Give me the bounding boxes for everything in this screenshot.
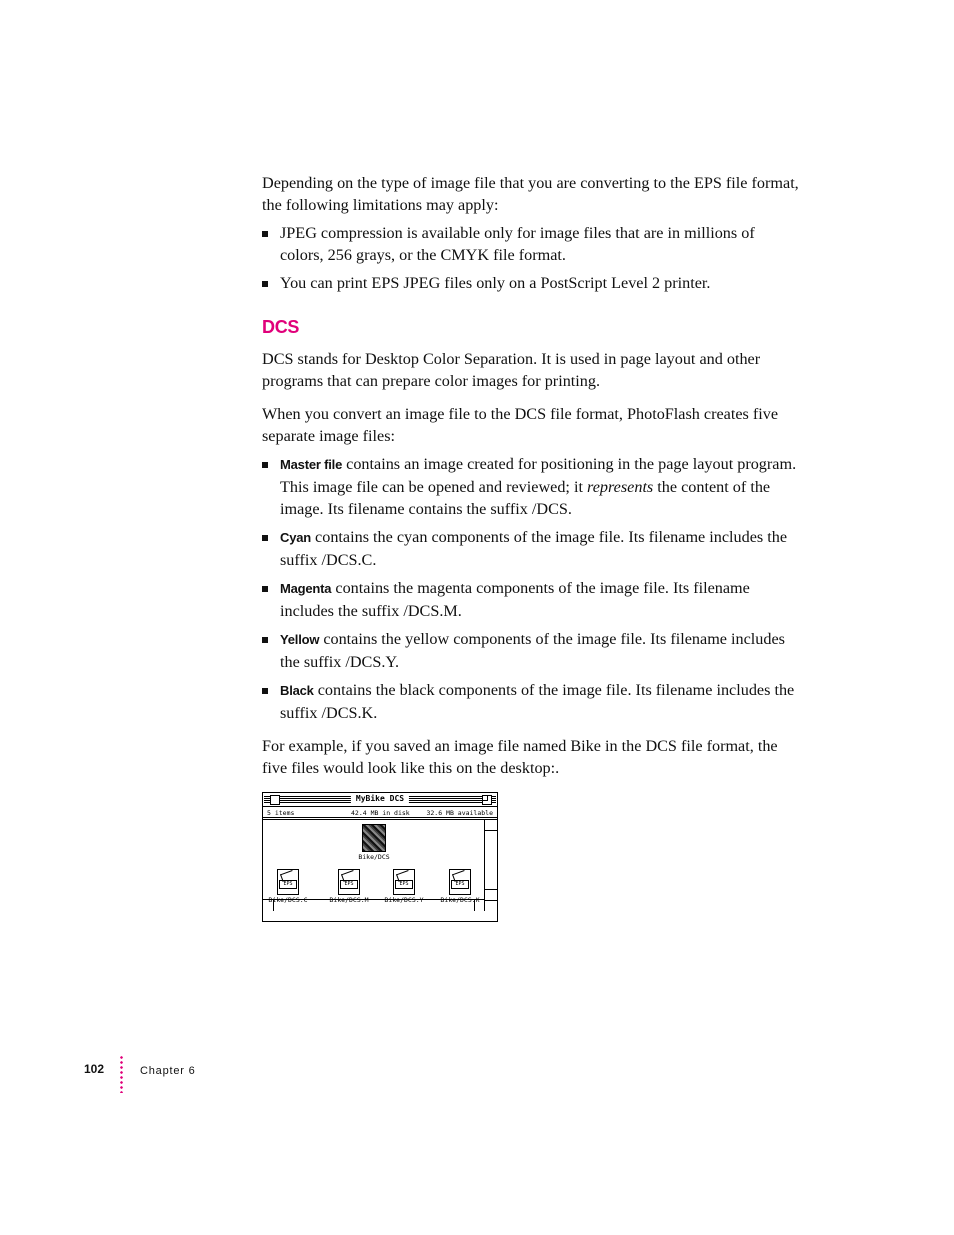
list-item: JPEG compression is available only for image files that are in millions of colors, 256 grays, or the CMYK file format. — [262, 222, 802, 266]
eps-document-icon: EPS — [338, 869, 360, 895]
items-count: 5 items — [267, 809, 295, 817]
file-label: Bike/DCS — [358, 853, 390, 861]
term-label: Magenta — [280, 581, 332, 596]
bullet-icon — [262, 535, 268, 541]
dcs-paragraph-1: DCS stands for Desktop Color Separation. It is used in page layout and other programs that can prepare color images for printing. — [262, 350, 761, 390]
dcs-paragraph-2: When you convert an image file to the DCS file format, PhotoFlash creates five separate image files: — [262, 405, 779, 445]
chapter-label: Chapter 6 — [140, 1065, 196, 1077]
scroll-left-icon[interactable] — [263, 900, 274, 911]
bullet-icon — [262, 586, 268, 592]
bullet-icon — [262, 462, 268, 468]
window-title: MyBike DCS — [351, 794, 409, 804]
list-item-master: Master file contains an image created for positioning in the page layout program. This image file can be opened and reviewed; it represents the content of the image. Its filename contains the suffix /DCS. — [262, 453, 802, 520]
zoom-box-icon[interactable] — [482, 795, 492, 805]
example-paragraph: For example, if you saved an image file named Bike in the DCS file format, the five files would look like this on the desktop:. — [262, 737, 778, 777]
close-box-icon[interactable] — [270, 795, 280, 805]
vertical-scrollbar[interactable] — [484, 820, 497, 911]
horizontal-scrollbar[interactable] — [263, 899, 485, 911]
file-label: Bike/DCS.M — [329, 896, 369, 904]
image-file-icon — [362, 824, 386, 852]
bullet-icon — [262, 231, 268, 237]
file-label: Bike/DCS.C — [268, 896, 308, 904]
term-label: Black — [280, 683, 314, 698]
limitations-list — [262, 222, 802, 294]
list-item-yellow: Yellow contains the yellow components of the image file. Its filename includes the suffix /DCS.Y. — [262, 628, 802, 673]
finder-window — [262, 792, 498, 922]
eps-document-icon: EPS — [393, 869, 415, 895]
scroll-down-icon[interactable] — [485, 889, 497, 900]
disk-usage: 42.4 MB in disk — [351, 809, 410, 817]
dcs-files-list — [262, 453, 802, 724]
eps-document-icon: EPS — [449, 869, 471, 895]
file-label: Bike/DCS.Y — [384, 896, 424, 904]
eps-document-icon: EPS — [277, 869, 299, 895]
bullet-icon — [262, 688, 268, 694]
bullet-icon — [262, 637, 268, 643]
page-content — [262, 172, 802, 779]
scroll-up-icon[interactable] — [485, 820, 497, 831]
list-item: You can print EPS JPEG files only on a PostScript Level 2 printer. — [262, 272, 802, 294]
file-label: Bike/DCS.K — [440, 896, 480, 904]
disk-available: 32.6 MB available — [426, 809, 493, 817]
section-heading-dcs: DCS — [262, 317, 300, 337]
window-info-bar — [263, 807, 497, 820]
list-item-cyan: Cyan contains the cyan components of the image file. Its filename includes the suffix /DCS.C. — [262, 526, 802, 571]
term-label: Yellow — [280, 632, 320, 647]
dotted-rule — [120, 1055, 123, 1093]
list-item-magenta: Magenta contains the magenta components of the image file. Its filename includes the suffix /DCS.M. — [262, 577, 802, 622]
window-titlebar[interactable] — [263, 793, 497, 807]
bullet-icon — [262, 281, 268, 287]
intro-paragraph: Depending on the type of image file that you are converting to the EPS file format, the following limitations may apply: — [262, 174, 799, 214]
window-body — [263, 820, 497, 911]
page-number: 102 — [84, 1062, 105, 1076]
scroll-right-icon[interactable] — [474, 900, 485, 911]
term-label: Master file — [280, 457, 343, 472]
file-icon-master[interactable] — [349, 824, 399, 861]
grow-box-icon[interactable] — [485, 900, 497, 911]
list-item-black: Black contains the black components of the image file. Its filename includes the suffix /DCS.K. — [262, 679, 802, 724]
term-label: Cyan — [280, 530, 311, 545]
